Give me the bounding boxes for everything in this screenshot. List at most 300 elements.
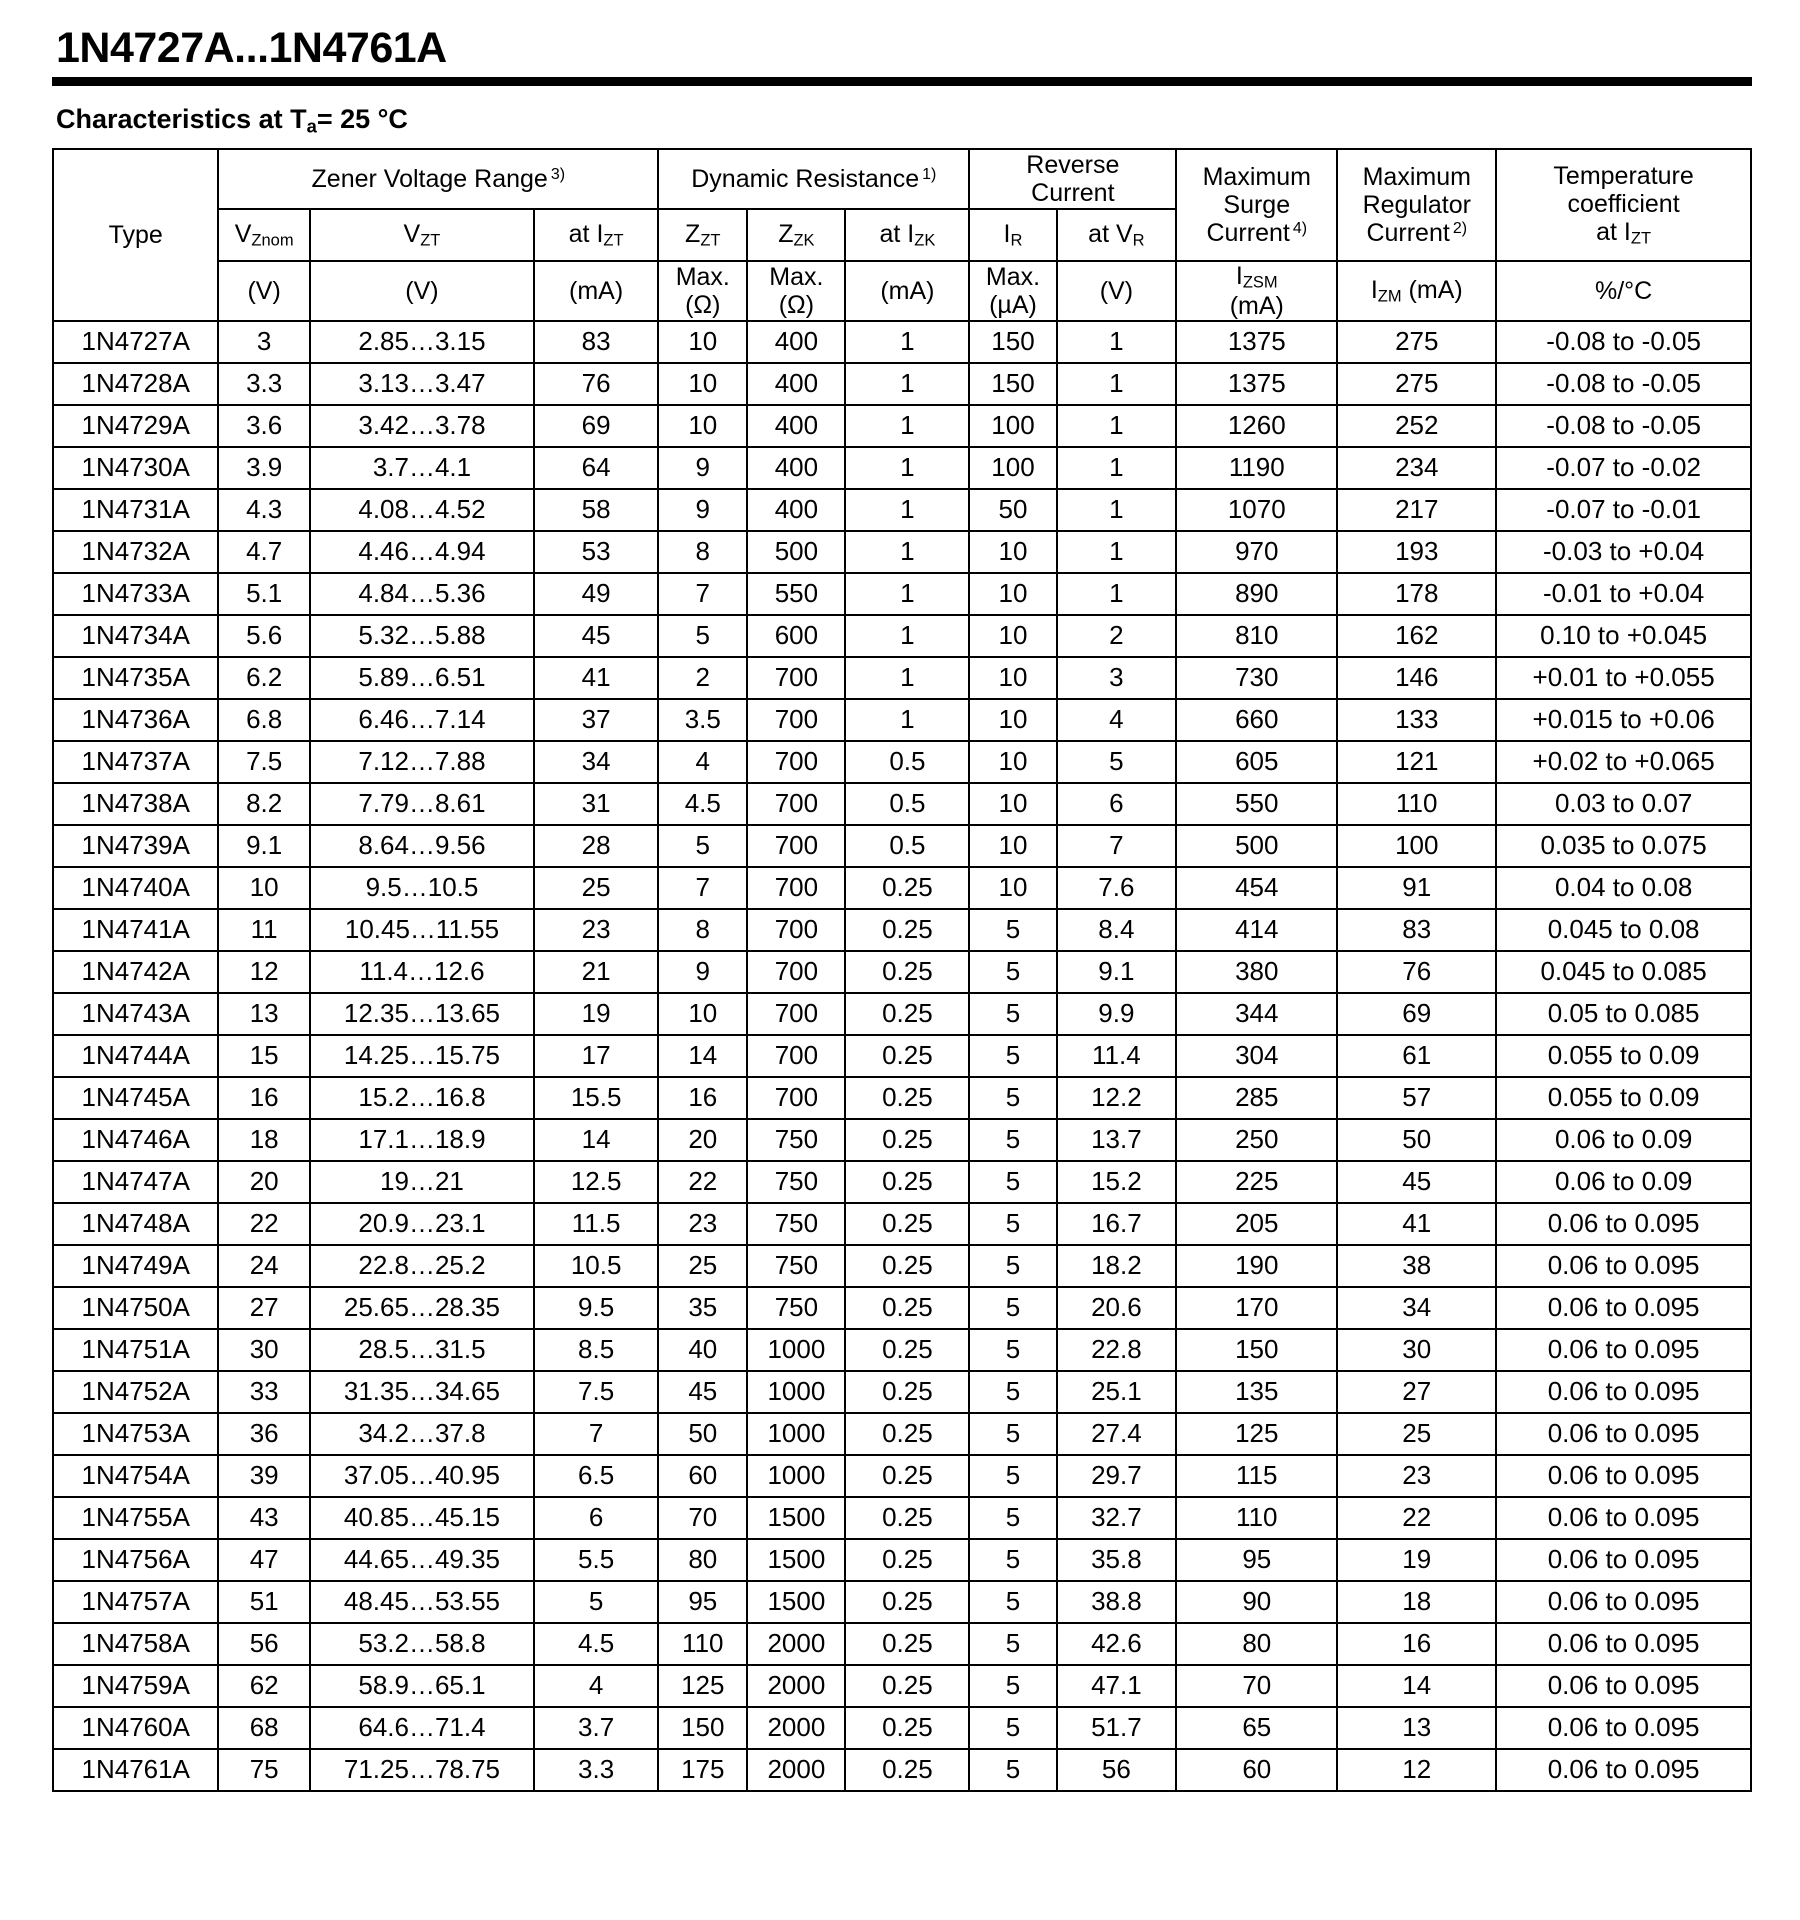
cell-izm: 110 — [1337, 783, 1496, 825]
cell-ir: 5 — [969, 1539, 1056, 1581]
cell-vznom: 36 — [218, 1413, 309, 1455]
cell-vznom: 4.7 — [218, 531, 309, 573]
cell-izm: 18 — [1337, 1581, 1496, 1623]
cell-vznom: 8.2 — [218, 783, 309, 825]
col-group-zener-voltage-range — [218, 149, 658, 209]
table-row — [53, 573, 1751, 615]
cell-vznom: 47 — [218, 1539, 309, 1581]
cell-vr: 1 — [1057, 405, 1177, 447]
cell-vznom: 3 — [218, 321, 309, 363]
cell-izsm: 304 — [1176, 1035, 1337, 1077]
ir-sub: R — [1010, 231, 1023, 250]
cell-temp-coeff: 0.06 to 0.095 — [1496, 1539, 1751, 1581]
unit-zzt-line1: Max. — [675, 262, 730, 291]
max-regulator-line2: Regulator — [1362, 190, 1471, 219]
table-row — [53, 1665, 1751, 1707]
unit-vznom: (V) — [218, 261, 309, 321]
cell-izk: 0.25 — [845, 1203, 969, 1245]
cell-vznom: 10 — [218, 867, 309, 909]
cell-izm: 133 — [1337, 699, 1496, 741]
cell-izk: 0.25 — [845, 1329, 969, 1371]
cell-izk: 1 — [845, 657, 969, 699]
cell-izk: 0.5 — [845, 783, 969, 825]
cell-izt: 25 — [534, 867, 658, 909]
cell-type: 1N4746A — [53, 1119, 218, 1161]
cell-vznom: 68 — [218, 1707, 309, 1749]
cell-izsm: 380 — [1176, 951, 1337, 993]
cell-type: 1N4754A — [53, 1455, 218, 1497]
max-surge-line3: Current — [1206, 218, 1290, 247]
cell-ir: 5 — [969, 1077, 1056, 1119]
cell-izm: 22 — [1337, 1497, 1496, 1539]
cell-vr: 3 — [1057, 657, 1177, 699]
temp-coeff-line3 — [1596, 218, 1651, 246]
cell-temp-coeff: 0.055 to 0.09 — [1496, 1077, 1751, 1119]
cell-temp-coeff: +0.015 to +0.06 — [1496, 699, 1751, 741]
cell-vzt: 37.05…40.95 — [310, 1455, 534, 1497]
cell-type: 1N4749A — [53, 1245, 218, 1287]
cell-vr: 12.2 — [1057, 1077, 1177, 1119]
cell-izm: 76 — [1337, 951, 1496, 993]
cell-ir: 5 — [969, 1665, 1056, 1707]
cell-izk: 1 — [845, 405, 969, 447]
zzk-sub: ZK — [793, 231, 815, 250]
cell-izsm: 810 — [1176, 615, 1337, 657]
cell-vznom: 4.3 — [218, 489, 309, 531]
table-row — [53, 867, 1751, 909]
cell-ir: 5 — [969, 1329, 1056, 1371]
cell-type: 1N4753A — [53, 1413, 218, 1455]
cell-zzk: 700 — [747, 741, 845, 783]
cell-izt: 8.5 — [534, 1329, 658, 1371]
cell-type: 1N4759A — [53, 1665, 218, 1707]
table-row — [53, 1413, 1751, 1455]
cell-vr: 1 — [1057, 321, 1177, 363]
cell-izk: 0.25 — [845, 1119, 969, 1161]
header-row-groups — [53, 149, 1751, 209]
cell-type: 1N4747A — [53, 1161, 218, 1203]
cell-temp-coeff: 0.06 to 0.095 — [1496, 1665, 1751, 1707]
cell-izsm: 225 — [1176, 1161, 1337, 1203]
cell-zzt: 2 — [658, 657, 747, 699]
izsm-unit: (mA) — [1229, 291, 1284, 320]
cell-izt: 9.5 — [534, 1287, 658, 1329]
cell-zzk: 1500 — [747, 1539, 845, 1581]
cell-izt: 83 — [534, 321, 658, 363]
cell-zzt: 70 — [658, 1497, 747, 1539]
cell-type: 1N4735A — [53, 657, 218, 699]
cell-izm: 217 — [1337, 489, 1496, 531]
cell-vr: 9.1 — [1057, 951, 1177, 993]
cell-izsm: 190 — [1176, 1245, 1337, 1287]
cell-izt: 69 — [534, 405, 658, 447]
izm-main: I — [1370, 275, 1378, 304]
unit-izsm — [1176, 261, 1337, 321]
col-header-zzt — [658, 209, 747, 261]
cell-izt: 6 — [534, 1497, 658, 1539]
cell-zzk: 400 — [747, 489, 845, 531]
cell-vznom: 11 — [218, 909, 309, 951]
cell-vr: 51.7 — [1057, 1707, 1177, 1749]
unit-zzt-line2: (Ω) — [685, 290, 721, 319]
cell-vzt: 20.9…23.1 — [310, 1203, 534, 1245]
cell-vr: 20.6 — [1057, 1287, 1177, 1329]
table-row — [53, 489, 1751, 531]
table-row — [53, 531, 1751, 573]
cell-izm: 69 — [1337, 993, 1496, 1035]
cell-izk: 1 — [845, 321, 969, 363]
cell-type: 1N4728A — [53, 363, 218, 405]
col-header-zzk — [747, 209, 845, 261]
cell-vr: 1 — [1057, 573, 1177, 615]
cell-izt: 10.5 — [534, 1245, 658, 1287]
unit-zzk — [747, 261, 845, 321]
cell-zzk: 2000 — [747, 1623, 845, 1665]
cell-zzk: 2000 — [747, 1749, 845, 1791]
cell-vzt: 15.2…16.8 — [310, 1077, 534, 1119]
cell-ir: 100 — [969, 447, 1056, 489]
cell-izm: 146 — [1337, 657, 1496, 699]
col-header-vzt — [310, 209, 534, 261]
cell-type: 1N4729A — [53, 405, 218, 447]
cell-temp-coeff: 0.035 to 0.075 — [1496, 825, 1751, 867]
table-row — [53, 1455, 1751, 1497]
table-row — [53, 405, 1751, 447]
cell-temp-coeff: 0.04 to 0.08 — [1496, 867, 1751, 909]
cell-temp-coeff: 0.03 to 0.07 — [1496, 783, 1751, 825]
cell-type: 1N4734A — [53, 615, 218, 657]
cell-zzt: 40 — [658, 1329, 747, 1371]
cell-izt: 76 — [534, 363, 658, 405]
cell-izsm: 660 — [1176, 699, 1337, 741]
cell-vznom: 15 — [218, 1035, 309, 1077]
col-group-max-regulator-current — [1337, 149, 1496, 261]
max-surge-line1: Maximum — [1202, 162, 1311, 191]
cell-izt: 21 — [534, 951, 658, 993]
cell-ir: 5 — [969, 1203, 1056, 1245]
col-header-at-izt — [534, 209, 658, 261]
cell-ir: 5 — [969, 1707, 1056, 1749]
cell-vzt: 5.89…6.51 — [310, 657, 534, 699]
cell-type: 1N4739A — [53, 825, 218, 867]
cell-type: 1N4743A — [53, 993, 218, 1035]
cell-zzt: 10 — [658, 363, 747, 405]
izm-unit: (mA) — [1408, 275, 1463, 304]
cell-zzk: 700 — [747, 909, 845, 951]
cell-izm: 61 — [1337, 1035, 1496, 1077]
cell-zzk: 1000 — [747, 1371, 845, 1413]
cell-vznom: 13 — [218, 993, 309, 1035]
cell-izk: 1 — [845, 573, 969, 615]
cell-type: 1N4730A — [53, 447, 218, 489]
characteristics-table — [52, 148, 1752, 1792]
table-row — [53, 1749, 1751, 1791]
cell-vr: 22.8 — [1057, 1329, 1177, 1371]
temp-coeff-line2: coefficient — [1567, 189, 1680, 218]
cell-vznom: 20 — [218, 1161, 309, 1203]
cell-izsm: 60 — [1176, 1749, 1337, 1791]
cell-vr: 1 — [1057, 489, 1177, 531]
cell-vznom: 30 — [218, 1329, 309, 1371]
cell-izk: 1 — [845, 489, 969, 531]
cell-izsm: 344 — [1176, 993, 1337, 1035]
cell-vznom: 6.8 — [218, 699, 309, 741]
cell-izt: 4.5 — [534, 1623, 658, 1665]
izm-sub: ZM — [1377, 287, 1402, 306]
cell-vznom: 39 — [218, 1455, 309, 1497]
cell-izt: 37 — [534, 699, 658, 741]
cell-vr: 9.9 — [1057, 993, 1177, 1035]
cell-vznom: 62 — [218, 1665, 309, 1707]
table-row — [53, 1161, 1751, 1203]
cell-vzt: 34.2…37.8 — [310, 1413, 534, 1455]
cell-zzt: 9 — [658, 447, 747, 489]
cell-ir: 5 — [969, 1287, 1056, 1329]
cell-ir: 150 — [969, 321, 1056, 363]
table-row — [53, 1287, 1751, 1329]
cell-izk: 0.25 — [845, 867, 969, 909]
table-row — [53, 1035, 1751, 1077]
col-header-at-izk — [845, 209, 969, 261]
unit-ir-line2: (µA) — [989, 290, 1037, 319]
cell-zzt: 50 — [658, 1413, 747, 1455]
cell-ir: 10 — [969, 531, 1056, 573]
cell-vr: 56 — [1057, 1749, 1177, 1791]
cell-izt: 58 — [534, 489, 658, 531]
cell-vr: 18.2 — [1057, 1245, 1177, 1287]
cell-izm: 234 — [1337, 447, 1496, 489]
cell-vzt: 58.9…65.1 — [310, 1665, 534, 1707]
cell-type: 1N4751A — [53, 1329, 218, 1371]
cell-zzt: 20 — [658, 1119, 747, 1161]
cell-izsm: 605 — [1176, 741, 1337, 783]
cell-zzk: 700 — [747, 1035, 845, 1077]
cell-vznom: 18 — [218, 1119, 309, 1161]
cell-izt: 23 — [534, 909, 658, 951]
cell-zzt: 7 — [658, 867, 747, 909]
cell-vr: 15.2 — [1057, 1161, 1177, 1203]
cell-ir: 5 — [969, 909, 1056, 951]
cell-izt: 4 — [534, 1665, 658, 1707]
max-regulator-line1: Maximum — [1362, 162, 1471, 191]
cell-izk: 0.25 — [845, 1665, 969, 1707]
cell-zzk: 550 — [747, 573, 845, 615]
cell-izk: 1 — [845, 447, 969, 489]
cell-temp-coeff: 0.045 to 0.08 — [1496, 909, 1751, 951]
cell-zzt: 3.5 — [658, 699, 747, 741]
cell-temp-coeff: 0.045 to 0.085 — [1496, 951, 1751, 993]
table-row — [53, 741, 1751, 783]
cell-temp-coeff: 0.06 to 0.095 — [1496, 1287, 1751, 1329]
unit-vr: (V) — [1057, 261, 1177, 321]
table-row — [53, 825, 1751, 867]
cell-temp-coeff: 0.06 to 0.095 — [1496, 1203, 1751, 1245]
cell-vznom: 24 — [218, 1245, 309, 1287]
cell-vznom: 12 — [218, 951, 309, 993]
cell-ir: 10 — [969, 825, 1056, 867]
cell-vzt: 7.79…8.61 — [310, 783, 534, 825]
table-row — [53, 1077, 1751, 1119]
vznom-sub: Znom — [251, 231, 294, 250]
cell-zzt: 7 — [658, 573, 747, 615]
cell-izk: 0.25 — [845, 1623, 969, 1665]
at-izk-sub: ZK — [914, 231, 936, 250]
cell-vzt: 14.25…15.75 — [310, 1035, 534, 1077]
cell-izk: 0.25 — [845, 1245, 969, 1287]
cell-izsm: 1375 — [1176, 321, 1337, 363]
cell-zzt: 80 — [658, 1539, 747, 1581]
cell-zzk: 750 — [747, 1203, 845, 1245]
cell-temp-coeff: -0.08 to -0.05 — [1496, 321, 1751, 363]
table-row — [53, 615, 1751, 657]
cell-vr: 2 — [1057, 615, 1177, 657]
cell-izk: 0.5 — [845, 741, 969, 783]
cell-ir: 5 — [969, 1119, 1056, 1161]
cell-vznom: 6.2 — [218, 657, 309, 699]
cell-izk: 0.25 — [845, 1077, 969, 1119]
section-heading-prefix: Characteristics at T — [56, 104, 307, 135]
cell-zzk: 750 — [747, 1119, 845, 1161]
cell-vznom: 33 — [218, 1371, 309, 1413]
cell-temp-coeff: 0.10 to +0.045 — [1496, 615, 1751, 657]
cell-ir: 5 — [969, 1245, 1056, 1287]
cell-ir: 100 — [969, 405, 1056, 447]
cell-izsm: 125 — [1176, 1413, 1337, 1455]
cell-type: 1N4748A — [53, 1203, 218, 1245]
col-header-vznom — [218, 209, 309, 261]
section-heading-subscript: a — [306, 115, 317, 137]
table-row — [53, 699, 1751, 741]
cell-izk: 0.25 — [845, 1413, 969, 1455]
cell-zzt: 23 — [658, 1203, 747, 1245]
cell-vzt: 3.7…4.1 — [310, 447, 534, 489]
cell-izsm: 250 — [1176, 1119, 1337, 1161]
cell-zzk: 400 — [747, 321, 845, 363]
cell-ir: 10 — [969, 573, 1056, 615]
cell-temp-coeff: -0.08 to -0.05 — [1496, 363, 1751, 405]
cell-zzt: 95 — [658, 1581, 747, 1623]
cell-vr: 47.1 — [1057, 1665, 1177, 1707]
table-row — [53, 909, 1751, 951]
cell-izm: 50 — [1337, 1119, 1496, 1161]
cell-zzt: 25 — [658, 1245, 747, 1287]
col-group-reverse-current — [969, 149, 1176, 209]
cell-vznom: 27 — [218, 1287, 309, 1329]
cell-izk: 0.25 — [845, 1497, 969, 1539]
cell-izk: 1 — [845, 363, 969, 405]
max-regulator-line3: Current — [1366, 218, 1450, 247]
cell-izm: 57 — [1337, 1077, 1496, 1119]
cell-temp-coeff: -0.07 to -0.02 — [1496, 447, 1751, 489]
footnote-ref-2: 2) — [1452, 219, 1468, 237]
cell-izsm: 65 — [1176, 1707, 1337, 1749]
cell-zzt: 22 — [658, 1161, 747, 1203]
cell-vznom: 43 — [218, 1497, 309, 1539]
cell-vznom: 7.5 — [218, 741, 309, 783]
cell-vzt: 25.65…28.35 — [310, 1287, 534, 1329]
cell-izk: 0.25 — [845, 1455, 969, 1497]
cell-vr: 13.7 — [1057, 1119, 1177, 1161]
cell-vr: 1 — [1057, 363, 1177, 405]
cell-izt: 19 — [534, 993, 658, 1035]
zzt-main: Z — [685, 219, 701, 248]
cell-temp-coeff: 0.06 to 0.09 — [1496, 1119, 1751, 1161]
cell-vzt: 4.08…4.52 — [310, 489, 534, 531]
cell-type: 1N4732A — [53, 531, 218, 573]
cell-vznom: 3.3 — [218, 363, 309, 405]
table-row — [53, 993, 1751, 1035]
cell-izm: 275 — [1337, 321, 1496, 363]
cell-izt: 49 — [534, 573, 658, 615]
cell-izt: 3.7 — [534, 1707, 658, 1749]
reverse-current-line1: Reverse — [1026, 150, 1120, 179]
table-row — [53, 1203, 1751, 1245]
cell-zzk: 700 — [747, 867, 845, 909]
cell-izm: 25 — [1337, 1413, 1496, 1455]
table-row — [53, 1539, 1751, 1581]
cell-vzt: 6.46…7.14 — [310, 699, 534, 741]
table-row — [53, 1119, 1751, 1161]
cell-vzt: 8.64…9.56 — [310, 825, 534, 867]
cell-vznom: 3.6 — [218, 405, 309, 447]
cell-izt: 7.5 — [534, 1371, 658, 1413]
cell-type: 1N4742A — [53, 951, 218, 993]
cell-izk: 0.25 — [845, 1161, 969, 1203]
cell-ir: 5 — [969, 1413, 1056, 1455]
cell-type: 1N4757A — [53, 1581, 218, 1623]
cell-izsm: 135 — [1176, 1371, 1337, 1413]
cell-izt: 5.5 — [534, 1539, 658, 1581]
cell-ir: 5 — [969, 1455, 1056, 1497]
cell-zzk: 400 — [747, 363, 845, 405]
cell-izm: 252 — [1337, 405, 1496, 447]
cell-zzk: 700 — [747, 993, 845, 1035]
footnote-ref-3: 3) — [550, 165, 566, 183]
cell-izm: 100 — [1337, 825, 1496, 867]
cell-vzt: 3.42…3.78 — [310, 405, 534, 447]
cell-zzt: 110 — [658, 1623, 747, 1665]
cell-temp-coeff: 0.06 to 0.095 — [1496, 1245, 1751, 1287]
cell-izk: 1 — [845, 531, 969, 573]
unit-izk: (mA) — [845, 261, 969, 321]
cell-izsm: 205 — [1176, 1203, 1337, 1245]
dynamic-resistance-label: Dynamic Resistance — [691, 164, 920, 193]
cell-type: 1N4750A — [53, 1287, 218, 1329]
cell-izm: 19 — [1337, 1539, 1496, 1581]
cell-vr: 4 — [1057, 699, 1177, 741]
cell-vzt: 9.5…10.5 — [310, 867, 534, 909]
cell-izt: 28 — [534, 825, 658, 867]
zener-voltage-range-label: Zener Voltage Range — [311, 164, 548, 193]
cell-zzt: 14 — [658, 1035, 747, 1077]
cell-zzk: 2000 — [747, 1707, 845, 1749]
cell-zzk: 2000 — [747, 1665, 845, 1707]
cell-zzk: 700 — [747, 1077, 845, 1119]
cell-type: 1N4760A — [53, 1707, 218, 1749]
table-row — [53, 951, 1751, 993]
cell-type: 1N4727A — [53, 321, 218, 363]
col-header-type: Type — [53, 149, 218, 321]
cell-izk: 0.5 — [845, 825, 969, 867]
cell-izm: 178 — [1337, 573, 1496, 615]
cell-zzk: 1000 — [747, 1413, 845, 1455]
cell-type: 1N4731A — [53, 489, 218, 531]
page-title: 1N4727A...1N4761A — [56, 24, 447, 72]
cell-vr: 32.7 — [1057, 1497, 1177, 1539]
unit-izm — [1337, 261, 1496, 321]
cell-type: 1N4752A — [53, 1371, 218, 1413]
cell-vzt: 12.35…13.65 — [310, 993, 534, 1035]
